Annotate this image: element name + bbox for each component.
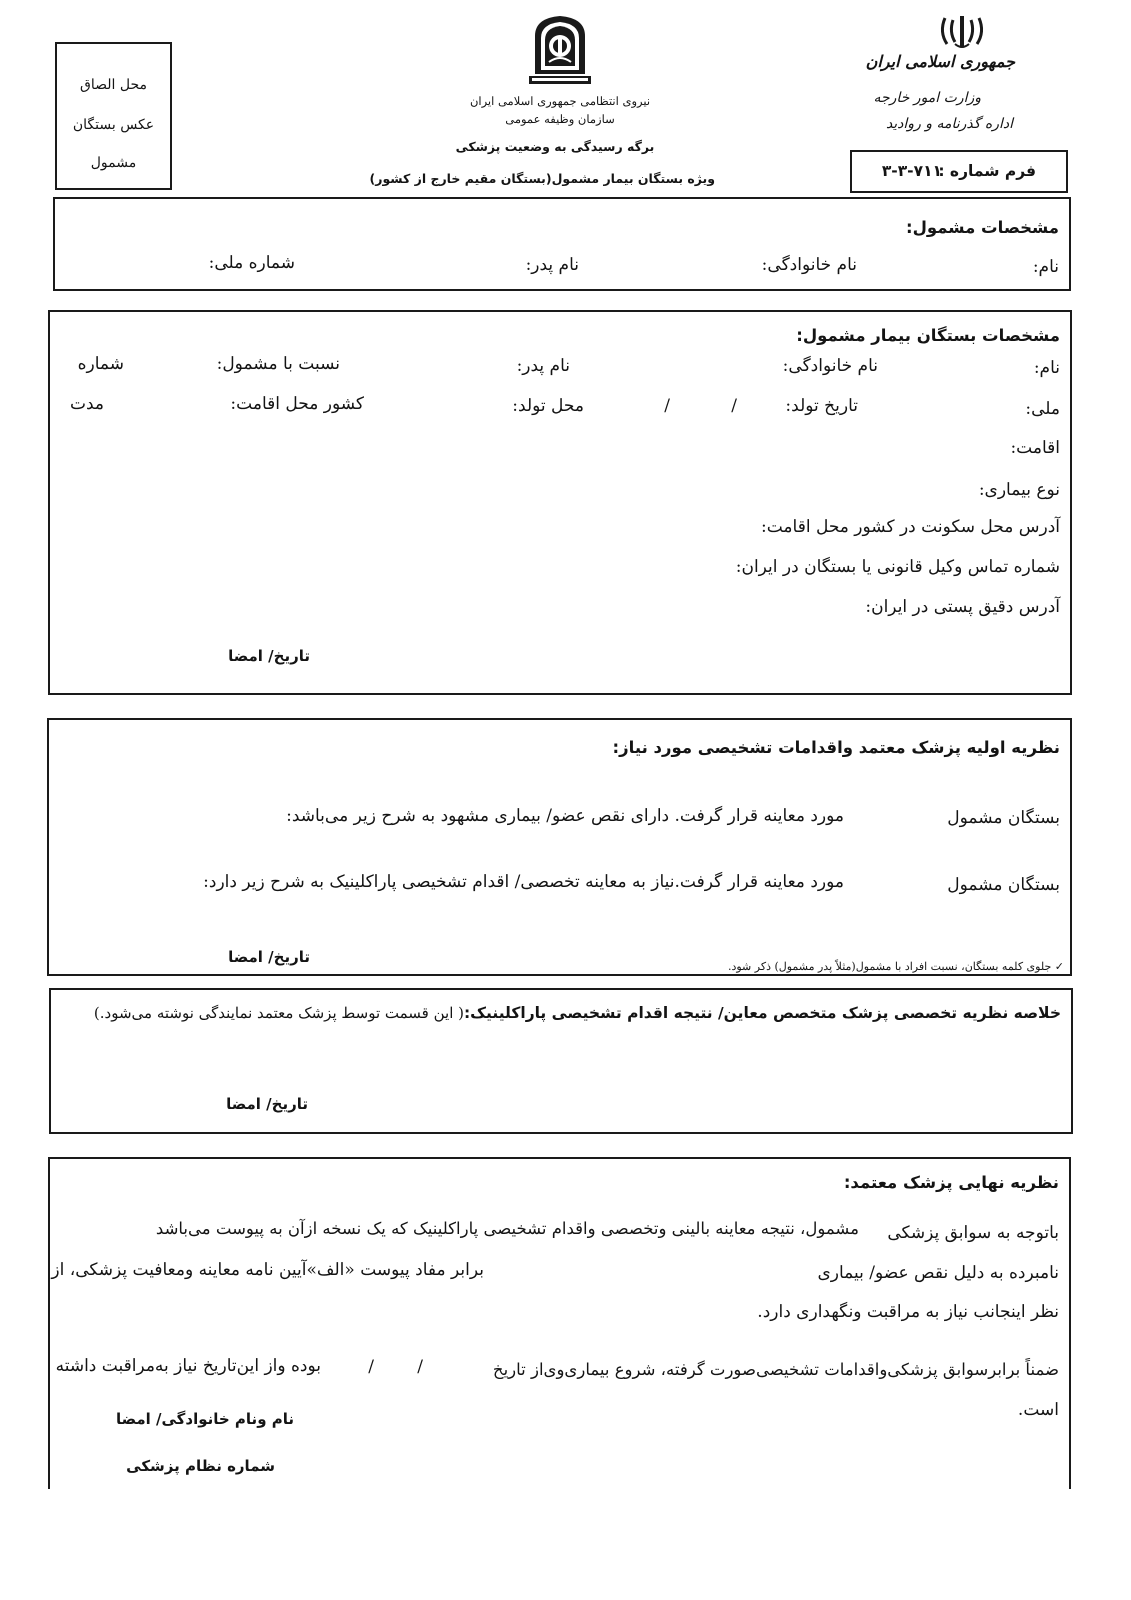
ministry-text: وزارت امور خارجه xyxy=(873,90,981,106)
form-title: برگه رسیدگی به وضعیت پزشکی xyxy=(455,139,655,154)
relative-birth-date-label: تاریخ تولد: xyxy=(785,396,858,416)
relative-relation-label: نسبت با مشمول: xyxy=(216,354,340,374)
conscript-section-title: مشخصات مشمول: xyxy=(905,218,1059,237)
iran-emblem-logo xyxy=(937,14,987,50)
republic-text: جمهوری اسلامی ایران xyxy=(865,52,1015,71)
relative-signature-label: تاریخ/ امضا xyxy=(228,647,310,665)
relative-postal-address-label: آدرس دقیق پستی در ایران: xyxy=(865,597,1060,617)
relative-abroad-address-label: آدرس محل سکونت در کشور محل اقامت: xyxy=(760,517,1060,537)
relative-national-suffix: ملی: xyxy=(1025,399,1060,419)
initial-line2-text: مورد معاینه قرار گرفت.نیاز به معاینه تخصصی/ اقدام تشخیصی پاراکلینیک به شرح زیر دارد: xyxy=(203,872,844,892)
specialist-title: خلاصه نظریه تخصصی پزشک متخصص معاین/ نتیجه اقدام تشخیصی پاراکلینیک: xyxy=(463,1004,1061,1022)
specialist-title-row xyxy=(94,1004,1061,1022)
form-number-value: ۳-۳-۷۱۱ xyxy=(881,162,942,180)
birth-date-separator-1: / xyxy=(731,396,737,416)
conscript-father-name-label: نام پدر: xyxy=(525,255,579,275)
photo-box-line3: مشمول xyxy=(90,155,137,171)
conscript-national-id-label: شماره ملی: xyxy=(208,253,295,273)
final-medical-council-number-label: شماره نظام پزشکی xyxy=(126,1457,275,1475)
relative-section xyxy=(48,310,1072,695)
initial-footnote: ✓ جلوی کلمه بستگان، نسبت افراد با مشمول(مثلاً پدر مشمول) ذکر شود. xyxy=(727,960,1064,973)
final-opinion-section xyxy=(48,1157,1071,1489)
photo-placeholder-box xyxy=(55,42,172,190)
org-line-1: نیروی انتظامی جمهوری اسلامی ایران xyxy=(469,94,651,108)
relative-family-name-label: نام خانوادگی: xyxy=(782,356,878,376)
specialist-title-note: ( این قسمت توسط پزشک معتمد نمایندگی نوشته می‌شود.) xyxy=(93,1004,464,1022)
relative-name-label: نام: xyxy=(1033,358,1060,378)
initial-opinion-section xyxy=(47,718,1072,976)
form-subtitle: ویژه بستگان بیمار مشمول(بستگان مقیم خارج از کشور) xyxy=(369,171,715,186)
relative-residence-suffix: اقامت: xyxy=(1010,438,1060,458)
org-line-2: سازمان وظیفه عمومی xyxy=(505,112,615,126)
form-number-label: فرم شماره : xyxy=(938,162,1036,180)
relative-section-title: مشخصات بستگان بیمار مشمول: xyxy=(796,326,1060,345)
initial-signature-label: تاریخ/ امضا xyxy=(228,948,310,966)
final-p1-a: باتوجه به سوابق پزشکی xyxy=(887,1223,1059,1243)
relative-number-word: شماره xyxy=(77,354,124,374)
final-p4-b: بوده واز این‌تاریخ نیاز به‌مراقبت داشته xyxy=(55,1356,321,1376)
initial-line1-text: مورد معاینه قرار گرفت. دارای نقص عضو/ بیماری مشهود به شرح زیر می‌باشد: xyxy=(286,806,844,826)
relative-contact-number-label: شماره تماس وکیل قانونی یا بستگان در ایران: xyxy=(735,557,1060,577)
initial-line1-prefix: بستگان مشمول xyxy=(947,808,1060,828)
conscript-name-label: نام: xyxy=(1032,257,1059,277)
final-opinion-title: نظریه نهایی پزشک معتمد: xyxy=(843,1173,1059,1192)
birth-date-separator-2: / xyxy=(664,396,670,416)
final-p2-a: نامبرده به دلیل نقص عضو/ بیماری xyxy=(817,1263,1059,1283)
final-p1-b: مشمول، نتیجه معاینه بالینی وتخصصی واقدام تشخیصی پاراکلینیک که یک نسخه ازآن به پیوست می‌باشد xyxy=(155,1219,859,1238)
relative-duration-word: مدت xyxy=(69,394,104,414)
final-p4-sep-1: / xyxy=(417,1357,423,1377)
relative-disease-type-label: نوع بیماری: xyxy=(978,480,1060,500)
police-emblem-logo xyxy=(527,14,593,86)
final-p4-a: ضمناً برابرسوابق پزشکی‌واقدامات تشخیصی‌صورت گرفته، شروع بیماری‌وی‌از تاریخ xyxy=(492,1360,1059,1379)
photo-box-line1: محل الصاق xyxy=(79,77,147,93)
final-p3: نظر اینجانب نیاز به مراقبت ونگهداری دارد. xyxy=(757,1302,1059,1322)
final-signature-name-label: نام ونام خانوادگی/ امضا xyxy=(115,1410,294,1428)
conscript-family-name-label: نام خانوادگی: xyxy=(761,255,857,275)
relative-residence-country-label: کشور محل اقامت: xyxy=(230,394,364,414)
final-p4-sep-2: / xyxy=(368,1357,374,1377)
initial-line2-prefix: بستگان مشمول xyxy=(947,875,1060,895)
photo-box-line2: عکس بستگان xyxy=(72,117,155,133)
final-p2-b: برابر مفاد پیوست «الف»آیین نامه معاینه ومعافیت پزشکی، از xyxy=(51,1260,484,1280)
initial-opinion-title: نظریه اولیه پزشک معتمد واقدامات تشخیصی مورد نیاز: xyxy=(612,738,1060,757)
department-text: اداره گذرنامه و روادید xyxy=(885,116,1013,132)
conscript-section xyxy=(53,197,1071,291)
final-p5: است. xyxy=(1017,1400,1059,1420)
relative-birth-place-label: محل تولد: xyxy=(512,396,584,416)
form-number-box xyxy=(850,150,1068,193)
specialist-opinion-section xyxy=(49,988,1073,1134)
relative-father-name-label: نام پدر: xyxy=(516,356,570,376)
specialist-signature-label: تاریخ/ امضا xyxy=(226,1095,308,1113)
